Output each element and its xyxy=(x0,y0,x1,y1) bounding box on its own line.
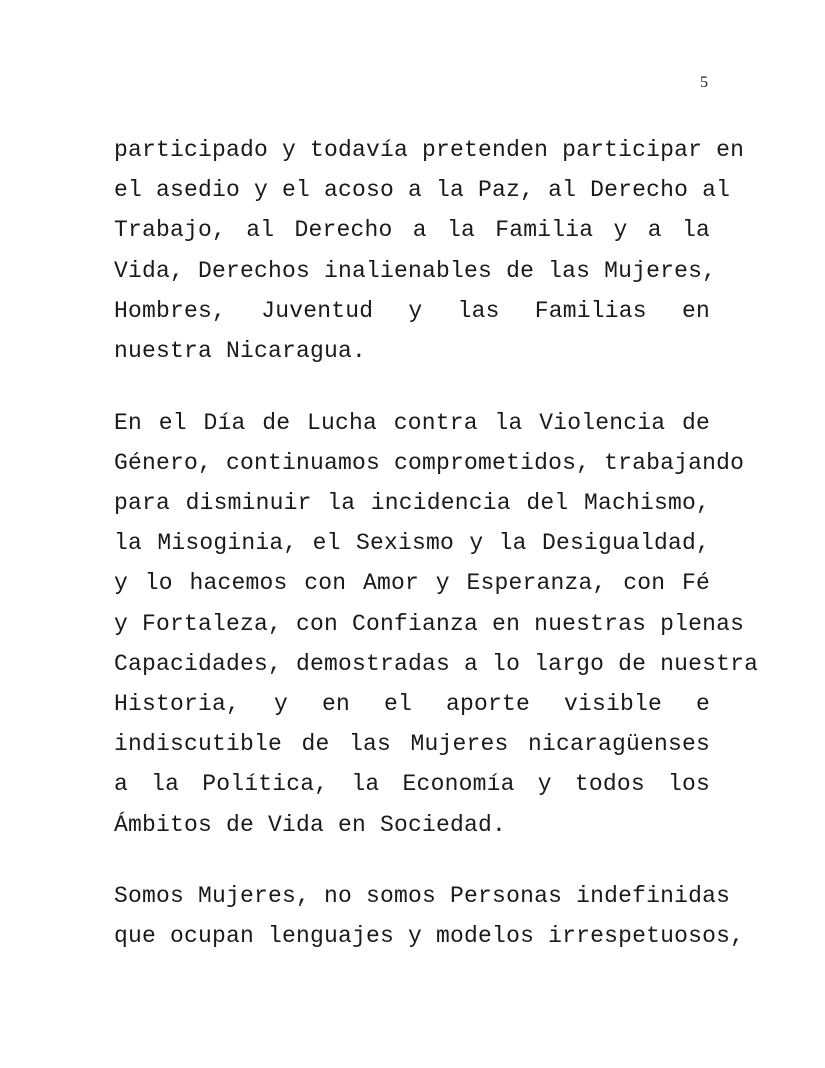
text-line: para disminuir la incidencia del Machismo, xyxy=(114,490,710,516)
text-line: el asedio y el acoso a la Paz, al Derecho al xyxy=(114,177,731,204)
text-line: y lo hacemos con Amor y Esperanza, con Fé xyxy=(114,570,710,597)
paragraph-2 xyxy=(114,403,759,845)
body-text xyxy=(114,130,759,988)
text-line: a la Política, la Economía y todos los xyxy=(114,771,710,798)
text-line: Ámbitos de Vida en Sociedad. xyxy=(114,811,507,838)
text-line: Somos Mujeres, no somos Personas indefinidas xyxy=(114,883,731,910)
text-line: Capacidades, demostradas a lo largo de nuestra xyxy=(114,650,759,677)
text-line: y Fortaleza, con Confianza en nuestras plenas xyxy=(114,610,745,637)
paragraph-3 xyxy=(114,876,745,956)
text-line: la Misoginia, el Sexismo y la Desigualdad, xyxy=(114,530,710,557)
text-line: Historia, y en el aporte visible e xyxy=(114,690,710,717)
page-number: 5 xyxy=(700,74,708,91)
text-line: participado y todavía pretenden participar en xyxy=(114,137,745,163)
text-line: En el Día de Lucha contra la Violencia de xyxy=(114,409,710,436)
text-line: Vida, Derechos inalienables de las Mujeres, xyxy=(114,257,717,284)
paragraph-1 xyxy=(114,130,745,371)
text-line: Trabajo, al Derecho a la Familia y a la xyxy=(114,217,710,244)
text-line: Hombres, Juventud y las Familias en xyxy=(114,297,710,324)
text-line: indiscutible de las Mujeres nicaragüenses xyxy=(114,731,710,758)
text-line: nuestra Nicaragua. xyxy=(114,337,367,364)
text-line: que ocupan lenguajes y modelos irrespetuosos, xyxy=(114,923,745,950)
text-line: Género, continuamos comprometidos, trabajando xyxy=(114,449,745,476)
